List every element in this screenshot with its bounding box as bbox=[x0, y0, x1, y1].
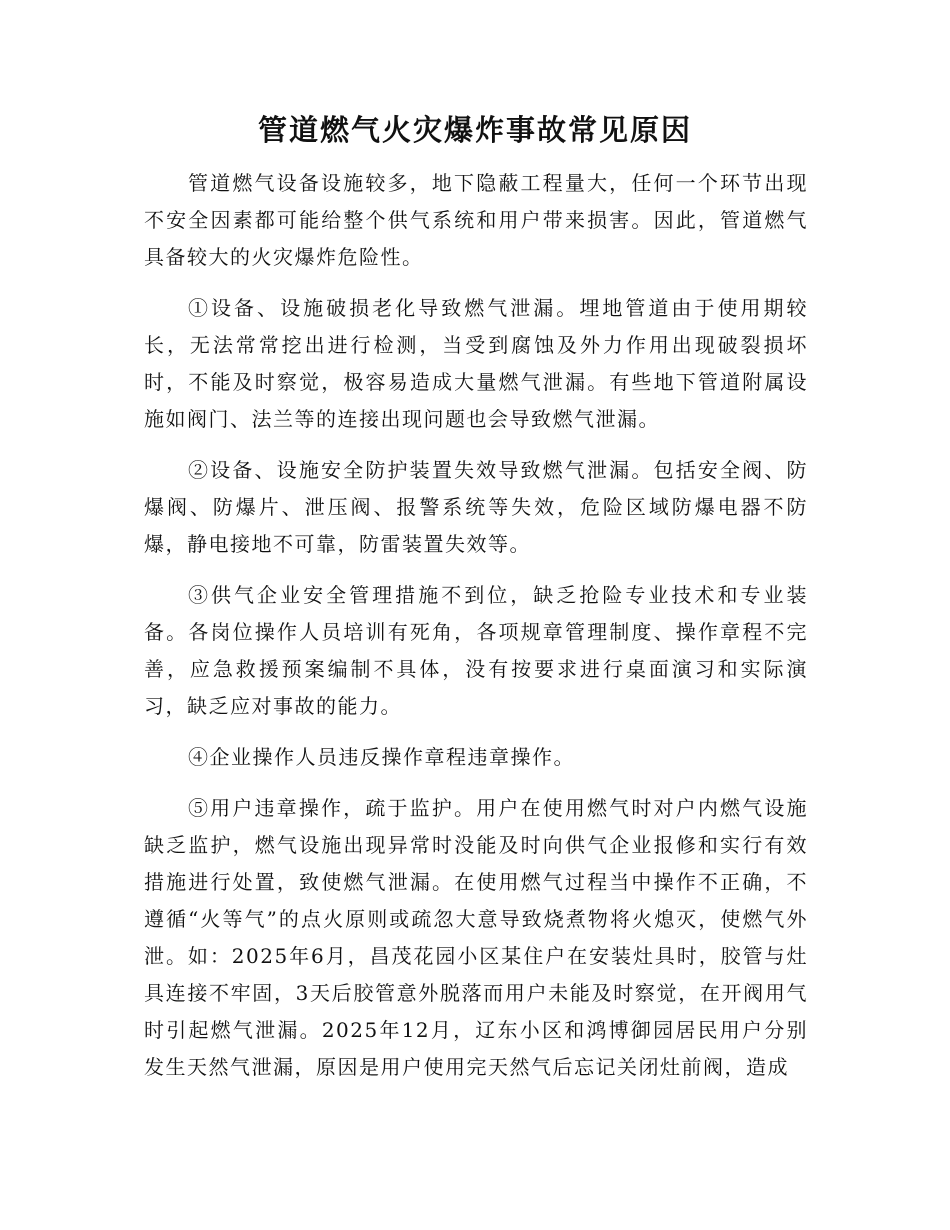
paragraph-cause-2: ②设备、设施安全防护装置失效导致燃气泄漏。包括安全阀、防爆阀、防爆片、泄压阀、报警系统等失效，危险区域防爆电器不防爆，静电接地不可靠，防雷装置失效等。 bbox=[144, 458, 808, 556]
paragraph-cause-3: ③供气企业安全管理措施不到位，缺乏抢险专业技术和专业装备。各岗位操作人员培训有死角，各项规章管理制度、操作章程不完善，应急救援预案编制不具体，没有按要求进行桌面演习和实际演习，缺乏应对事故的能力。 bbox=[144, 583, 808, 718]
document-title: 管道燃气火灾爆炸事故常见原因 bbox=[257, 113, 692, 147]
document-body bbox=[144, 165, 808, 1100]
paragraph-cause-4: ④企业操作人员违反操作章程违章操作。 bbox=[188, 745, 575, 769]
paragraph-cause-5: ⑤用户违章操作，疏于监护。用户在使用燃气时对户内燃气设施缺乏监护，燃气设施出现异常时没能及时向供气企业报修和实行有效措施进行处置，致使燃气泄漏。在使用燃气过程当中操作不正确，不遵循“火等气”的点火原则或疏忽大意导致烧煮物将火熄灭，使燃气外泄。如：2025年6月，昌茂花园小区某住户在安装灶具时，胶管与灶具连接不牢固，3天后胶管意外脱落而用户未能及时察觉，在开阀用气时引起燃气泄漏。2025年12月，辽东小区和鸿博御园居民用户分别发生天然气泄漏，原因是用户使用完天然气后忘记关闭灶前阀，造成 bbox=[144, 796, 808, 1079]
paragraph-intro: 管道燃气设备设施较多，地下隐蔽工程量大，任何一个环节出现不安全因素都可能给整个供气系统和用户带来损害。因此，管道燃气具备较大的火灾爆炸危险性。 bbox=[144, 171, 808, 269]
paragraph-cause-1: ①设备、设施破损老化导致燃气泄漏。埋地管道由于使用期较长，无法常常挖出进行检测，当受到腐蚀及外力作用出现破裂损坏时，不能及时察觉，极容易造成大量燃气泄漏。有些地下管道附属设施如阀门、法兰等的连接出现问题也会导致燃气泄漏。 bbox=[144, 296, 808, 431]
